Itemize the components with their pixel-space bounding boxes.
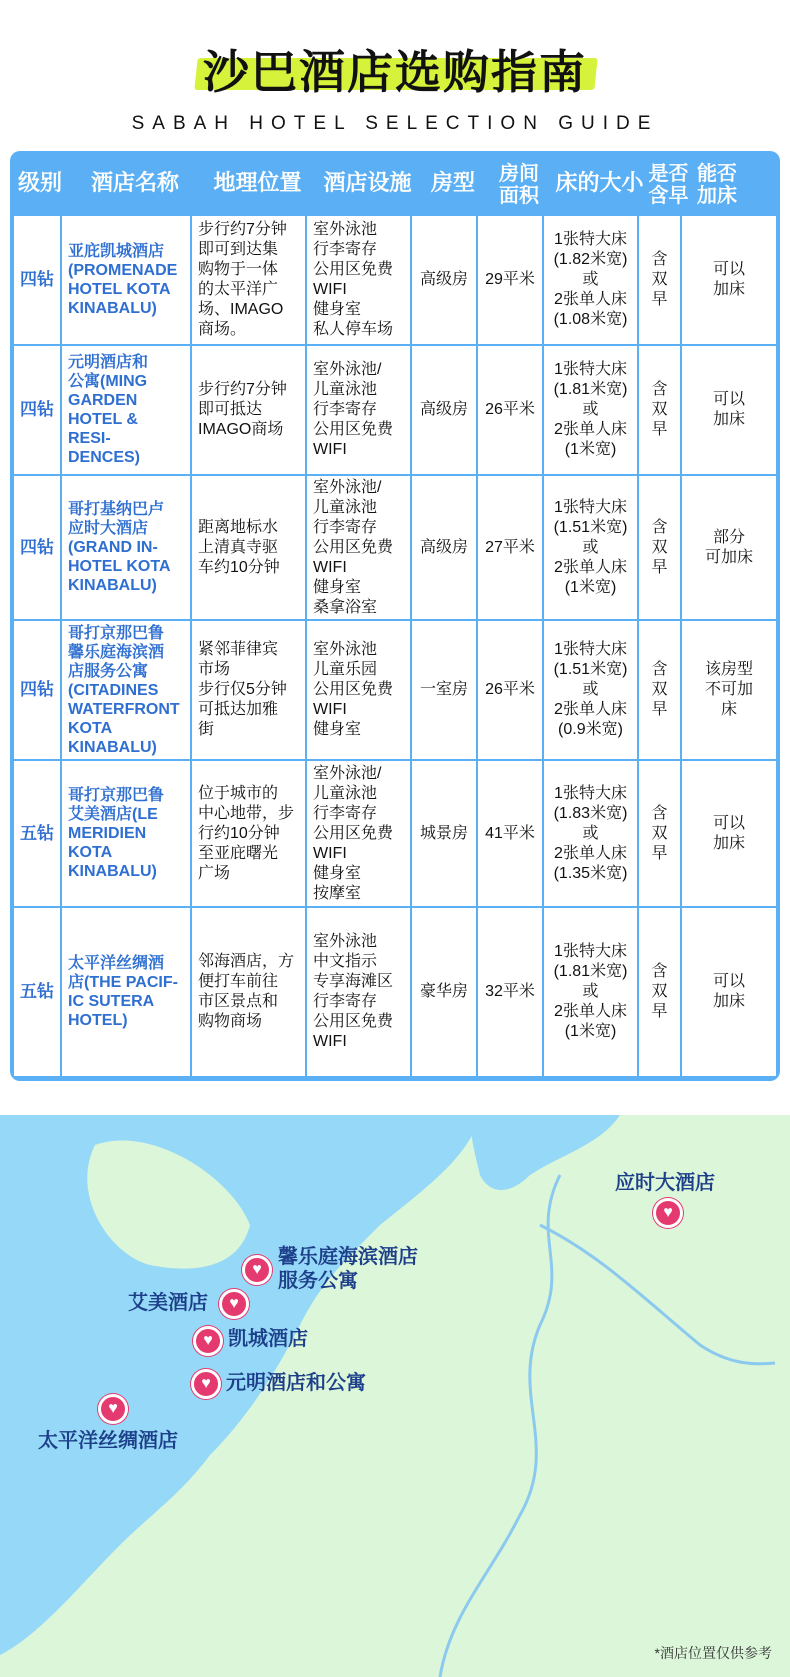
header-bed: 床的大小 (555, 171, 644, 196)
extra-bed-text: 部分 可加床 (704, 528, 753, 566)
header-breakfast: 是否 含早 (648, 160, 689, 207)
extra-bed-text: 可以 加床 (712, 391, 745, 428)
breakfast-cell (637, 621, 680, 759)
facilities-cell (305, 621, 410, 759)
level-cell: 四钻 (20, 270, 54, 289)
location-cell (190, 476, 305, 619)
header-level: 级别 (17, 171, 62, 196)
header-extra-bed: 能否 加床 (697, 160, 737, 207)
location-text: 步行约7分钟 即可到达集 购物于一体 的太平洋广 场、IMAGO 商场。 (198, 221, 287, 338)
heart-pin-icon[interactable]: ♥ (653, 1198, 683, 1228)
bed-cell (542, 216, 637, 344)
extra-bed-text: 可以 加床 (712, 973, 745, 1010)
hotel-name-cell (60, 216, 190, 344)
level-cell: 五钻 (20, 823, 54, 843)
map-note: *酒店位置仅供参考 (654, 1645, 772, 1661)
bed-cell (542, 908, 637, 1076)
hotel-name: 亚庇凯城酒店 (PROMENADE HOTEL KOTA KINABALU) (68, 243, 178, 317)
hotel-name-cell (60, 476, 190, 619)
extra-bed-cell (680, 216, 776, 344)
location-text: 距离地标水 上清真寺驱 车约10分钟 (198, 518, 280, 576)
facilities-text: 室外泳池/ 儿童泳池 行李寄存 公用区免费 WIFI 健身室 桑拿浴室 (313, 478, 394, 616)
facilities-cell (305, 761, 410, 906)
area-cell: 26平米 (476, 621, 542, 759)
hotel-name-cell (60, 908, 190, 1076)
breakfast-cell (637, 346, 680, 474)
hotel-location-map (0, 1115, 790, 1677)
hotel-name: 太平洋丝绸酒 店(THE PACIF- IC SUTERA HOTEL) (68, 955, 178, 1029)
header-area: 房间 面积 (499, 160, 539, 207)
hotel-name-cell (60, 761, 190, 906)
breakfast-cell (637, 216, 680, 344)
location-cell (190, 346, 305, 474)
table-row (14, 621, 776, 761)
area-cell: 32平米 (476, 908, 542, 1076)
page-subtitle: SABAH HOTEL SELECTION GUIDE (131, 113, 659, 134)
location-text: 邻海酒店，方 便打车前往 市区景点和 购物商场 (198, 953, 295, 1030)
hotel-name: 元明酒店和 公寓(MING GARDEN HOTEL & RESI- DENCES) (68, 354, 149, 466)
location-cell (190, 761, 305, 906)
facilities-cell (305, 908, 410, 1076)
bed-cell (542, 476, 637, 619)
bed-text: 1张特大床 (1.51米宽) 或 2张单人床 (1米宽) (553, 498, 628, 596)
page-title: 沙巴酒店选购指南 (203, 45, 587, 99)
table-row (14, 476, 776, 621)
header-facilities: 酒店设施 (323, 171, 412, 196)
facilities-text: 室外泳池 行李寄存 公用区免费 WIFI 健身室 私人停车场 (313, 221, 394, 338)
heart-pin-icon[interactable]: ♥ (193, 1326, 223, 1356)
hotel-name: 哥打基纳巴卢 应时大酒店 (GRAND IN- HOTEL KOTA KINABALU) (68, 501, 171, 594)
heart-pin-icon[interactable]: ♥ (98, 1394, 128, 1424)
bed-text: 1张特大床 (1.81米宽) 或 2张单人床 (1米宽) (553, 361, 628, 458)
header-name: 酒店名称 (90, 171, 179, 196)
header-room-type: 房型 (430, 171, 475, 196)
room-type-cell: 豪华房 (410, 908, 476, 1076)
table-row (14, 346, 776, 476)
table-body (14, 216, 776, 1076)
facilities-cell (305, 346, 410, 474)
bed-text: 1张特大床 (1.51米宽) 或 2张单人床 (0.9米宽) (553, 641, 628, 738)
marker-label: 太平洋丝绸酒店 (38, 1430, 178, 1452)
location-text: 紧邻菲律宾 市场 步行仅5分钟 可抵达加雅 街 (198, 641, 287, 738)
heart-pin-icon[interactable]: ♥ (242, 1255, 272, 1285)
river-line (440, 1175, 560, 1677)
extra-bed-cell (680, 761, 776, 906)
location-text: 位于城市的 中心地带，步 行约10分钟 至亚庇曙光 广场 (198, 784, 295, 882)
room-type-cell: 高级房 (410, 216, 476, 344)
hotel-table (10, 151, 780, 1081)
location-cell (190, 621, 305, 759)
level-cell: 四钻 (20, 680, 54, 699)
marker-label: 凯城酒店 (228, 1328, 308, 1350)
inlet-area (470, 1115, 620, 1190)
facilities-text: 室外泳池/ 儿童泳池 行李寄存 公用区免费 WIFI (313, 361, 394, 458)
marker-label: 馨乐庭海滨酒店 服务公寓 (278, 1246, 418, 1292)
location-text: 步行约7分钟 即可抵达 IMAGO商场 (198, 381, 287, 438)
room-type-cell: 城景房 (410, 761, 476, 906)
room-type-cell: 一室房 (410, 621, 476, 759)
extra-bed-cell (680, 908, 776, 1076)
level-cell: 四钻 (20, 400, 54, 419)
breakfast-text: 含 双 早 (651, 661, 668, 718)
area-cell: 41平米 (476, 761, 542, 906)
table-row (14, 908, 776, 1076)
extra-bed-text: 可以 加床 (712, 814, 745, 852)
area-cell: 29平米 (476, 216, 542, 344)
facilities-cell (305, 216, 410, 344)
heart-pin-icon[interactable]: ♥ (219, 1289, 249, 1319)
facilities-text: 室外泳池/ 儿童泳池 行李寄存 公用区免费 WIFI 健身室 按摩室 (313, 764, 394, 902)
breakfast-cell (637, 761, 680, 906)
facilities-text: 室外泳池 中文指示 专享海滩区 行李寄存 公用区免费 WIFI (313, 933, 394, 1050)
bed-text: 1张特大床 (1.82米宽) 或 2张单人床 (1.08米宽) (553, 231, 628, 328)
hotel-name: 哥打京那巴鲁 艾美酒店(LE MERIDIEN KOTA KINABALU) (68, 787, 165, 880)
location-cell (190, 216, 305, 344)
page-header (0, 28, 790, 98)
level-cell: 五钻 (20, 982, 54, 1001)
area-cell: 26平米 (476, 346, 542, 474)
breakfast-cell (637, 476, 680, 619)
extra-bed-cell (680, 621, 776, 759)
extra-bed-text: 可以 加床 (712, 261, 745, 298)
hotel-name: 哥打京那巴鲁 馨乐庭海滨酒 店服务公寓 (CITADINES WATERFRONT KOTA KINABALU) (68, 624, 180, 756)
marker-label: 应时大酒店 (615, 1172, 715, 1194)
location-cell (190, 908, 305, 1076)
hotel-name-cell (60, 346, 190, 474)
bed-cell (542, 761, 637, 906)
breakfast-text: 含 双 早 (651, 804, 668, 862)
facilities-cell (305, 476, 410, 619)
breakfast-text: 含 双 早 (651, 251, 668, 308)
table-row (14, 761, 776, 908)
hotel-name-cell (60, 621, 190, 759)
bed-text: 1张特大床 (1.81米宽) 或 2张单人床 (1米宽) (553, 943, 628, 1040)
facilities-text: 室外泳池 儿童乐园 公用区免费 WIFI 健身室 (313, 641, 394, 738)
breakfast-text: 含 双 早 (651, 518, 668, 576)
marker-label: 艾美酒店 (128, 1292, 208, 1314)
level-cell: 四钻 (20, 537, 54, 557)
breakfast-cell (637, 908, 680, 1076)
bed-text: 1张特大床 (1.83米宽) 或 2张单人床 (1.35米宽) (553, 784, 628, 882)
river-branch (540, 1225, 775, 1364)
marker-label: 元明酒店和公寓 (226, 1372, 366, 1394)
room-type-cell: 高级房 (410, 346, 476, 474)
breakfast-text: 含 双 早 (651, 963, 668, 1020)
bed-cell (542, 621, 637, 759)
breakfast-text: 含 双 早 (651, 381, 668, 438)
extra-bed-cell (680, 476, 776, 619)
header-location: 地理位置 (213, 171, 302, 196)
room-type-cell: 高级房 (410, 476, 476, 619)
heart-pin-icon[interactable]: ♥ (191, 1369, 221, 1399)
bed-cell (542, 346, 637, 474)
area-cell: 27平米 (476, 476, 542, 619)
table-row (14, 216, 776, 346)
extra-bed-cell (680, 346, 776, 474)
extra-bed-text: 该房型 不可加 床 (704, 661, 753, 718)
